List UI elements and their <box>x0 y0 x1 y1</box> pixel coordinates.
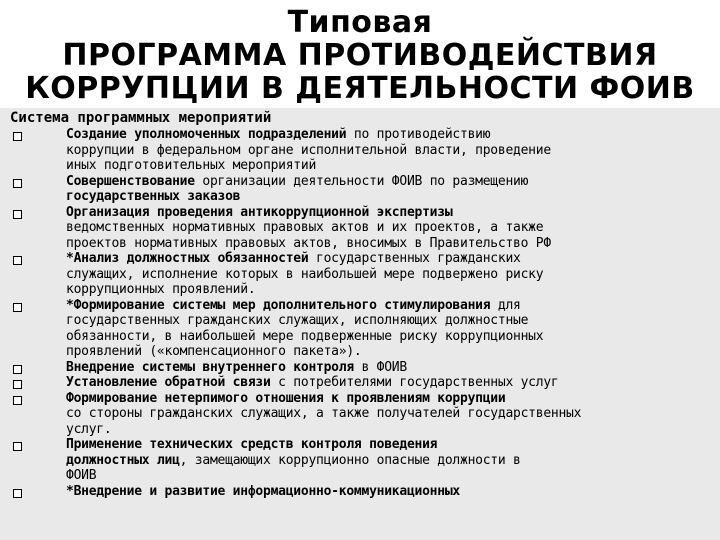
item-text-line <box>66 484 720 500</box>
item-text: иных подготовительных мероприятий <box>66 158 317 173</box>
measures-list <box>0 127 720 499</box>
item-text: для <box>490 297 521 313</box>
item-emphasis: Организация проведения антикоррупционной экспертизы <box>66 204 453 220</box>
item-text: коррупции в федеральном органе исполнительной власти, проведение <box>66 142 551 158</box>
item-text: ФОИВ <box>66 468 97 483</box>
item-text-line <box>66 422 720 438</box>
square-bullet-icon <box>13 256 22 265</box>
title-line-2: ПРОГРАММА ПРОТИВОДЕЙСТВИЯ <box>62 38 658 73</box>
item-text-line <box>66 158 720 174</box>
item-text: организации деятельности ФОИВ по размещению <box>194 173 529 189</box>
section-subtitle: Система программных мероприятий <box>10 110 272 126</box>
item-text-line <box>66 282 720 298</box>
item-text: обязанности, в наибольшей мере подверженные риску коррупционных <box>66 328 544 344</box>
item-text-line <box>66 391 720 407</box>
item-emphasis: Применение технических средств контроля поведения <box>66 437 438 452</box>
square-bullet-icon <box>13 179 22 188</box>
item-emphasis: Создание уполномоченных подразделений <box>66 127 347 142</box>
square-bullet-icon <box>13 303 22 312</box>
square-bullet-icon <box>13 132 22 141</box>
list-item <box>0 205 720 252</box>
item-text-line <box>66 251 720 267</box>
item-text-line <box>66 313 720 329</box>
item-text-line <box>66 298 720 314</box>
list-item <box>0 360 720 376</box>
title-line-1: Типовая <box>287 5 433 40</box>
item-emphasis: Формирование нетерпимого отношения к проявлениям коррупции <box>66 390 506 406</box>
list-item <box>0 391 720 438</box>
item-text-line <box>66 143 720 159</box>
item-emphasis: Совершенствование <box>66 173 195 189</box>
list-item <box>0 484 720 500</box>
item-emphasis: *Анализ должностных обязанностей <box>66 251 309 266</box>
square-bullet-icon <box>13 396 22 405</box>
item-emphasis: *Формирование системы мер дополнительного стимулирования <box>66 297 491 313</box>
item-text: служащих, исполнение которых в наибольшей мере подвержено риску <box>66 266 544 282</box>
item-text: с потребителями государственных услуг <box>270 375 559 390</box>
item-text: услуг. <box>66 421 112 437</box>
slide-title <box>0 6 720 105</box>
item-text-line <box>66 375 720 391</box>
item-emphasis: должностных лиц <box>66 452 180 468</box>
square-bullet-icon <box>13 380 22 389</box>
item-text: по противодействию <box>346 127 491 142</box>
item-text: со стороны гражданских служащих, а также получателей государственных <box>66 406 582 421</box>
square-bullet-icon <box>13 365 22 374</box>
title-line-3: КОРРУПЦИИ В ДЕЯТЕЛЬНОСТИ ФОИВ <box>25 71 695 106</box>
square-bullet-icon <box>13 210 22 219</box>
item-text-line <box>66 329 720 345</box>
item-text: , замещающих коррупционно опасные должности в <box>179 452 521 468</box>
item-text-line <box>66 468 720 484</box>
item-text: коррупционных проявлений. <box>66 282 256 297</box>
item-text-line <box>66 453 720 469</box>
item-text: проявлений («компенсационного пакета»). <box>66 344 362 359</box>
item-text-line <box>66 360 720 376</box>
item-text: ведомственных нормативных правовых актов и их проектов, а также <box>66 220 544 235</box>
item-text-line <box>66 236 720 252</box>
item-emphasis: Установление обратной связи <box>66 375 271 390</box>
item-text: проектов нормативных правовых актов, вносимых в Правительство РФ <box>66 235 551 251</box>
item-text-line <box>66 174 720 190</box>
list-item <box>0 174 720 205</box>
square-bullet-icon <box>13 442 22 451</box>
item-text-line <box>66 437 720 453</box>
square-bullet-icon <box>13 489 22 498</box>
item-text-line <box>66 189 720 205</box>
item-text: государственных гражданских <box>308 251 521 266</box>
item-text-line <box>66 127 720 143</box>
list-item <box>0 437 720 484</box>
item-text: в ФОИВ <box>353 359 407 375</box>
item-text: государственных гражданских служащих, исполняющих должностные <box>66 313 529 328</box>
list-item <box>0 375 720 391</box>
item-text-line <box>66 205 720 221</box>
item-text-line <box>66 406 720 422</box>
item-emphasis: *Внедрение и развитие информационно-коммуникационных <box>66 483 460 499</box>
list-item <box>0 298 720 360</box>
item-text-line <box>66 267 720 283</box>
list-item <box>0 251 720 298</box>
item-text-line <box>66 344 720 360</box>
item-text-line <box>66 220 720 236</box>
item-emphasis: государственных заказов <box>66 189 241 204</box>
list-item <box>0 127 720 174</box>
item-emphasis: Внедрение системы внутреннего контроля <box>66 359 354 375</box>
